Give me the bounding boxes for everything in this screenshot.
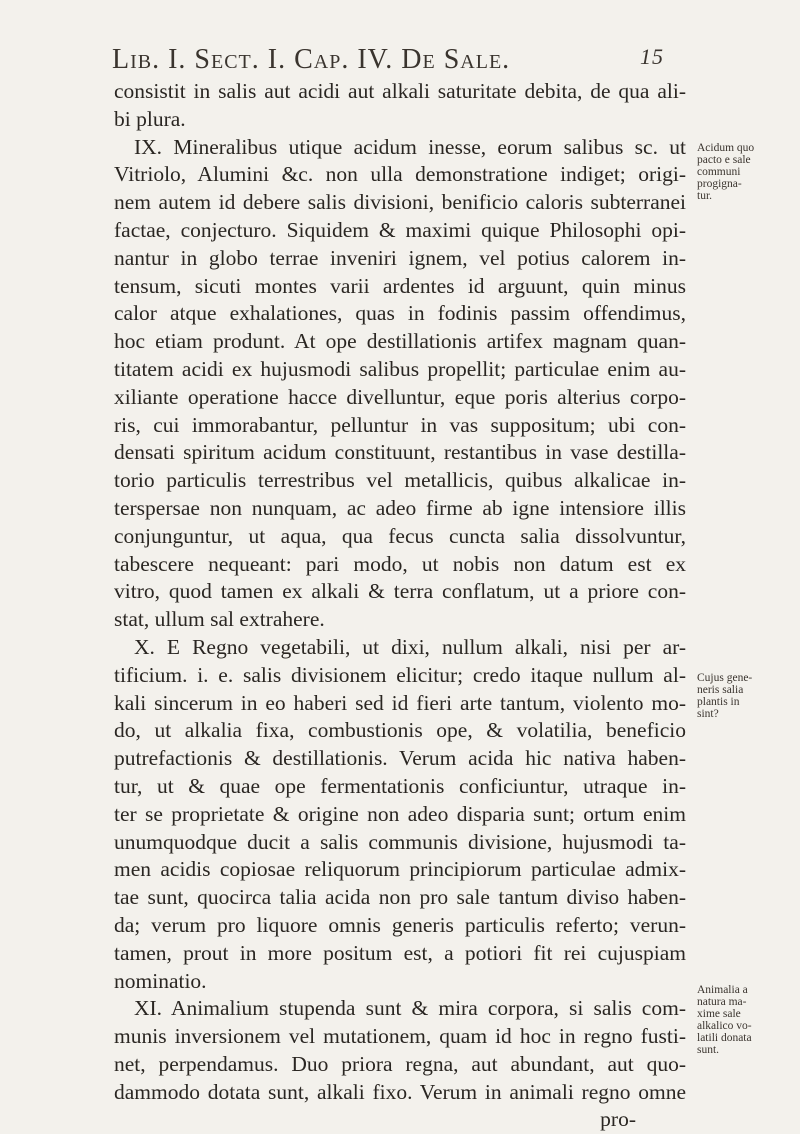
text-line: Vitriolo, Alumini &c. non ulla demonstratione indiget; origi- — [114, 162, 686, 187]
text-line: factae, conjecturo. Siquidem & maximi quique Philosophi opi- — [114, 217, 686, 242]
text-line: men acidis copiosae reliquorum principiorum particulae admix- — [114, 857, 686, 882]
text-line: tabescere nequeant: pari modo, ut nobis non datum est ex — [114, 551, 686, 576]
text-line: xiliante operatione hacce divelluntur, eque poris alterius corpo- — [114, 384, 686, 409]
text-line: kali sincerum in eo haberi sed id fieri arte tantum, violento mo- — [114, 690, 686, 715]
paragraph-ix-start: IX. Mineralibus utique acidum inesse, eorum salibus sc. ut — [134, 134, 686, 159]
text-line: torio particulis terrestribus vel metallicis, quibus alkalicae in- — [114, 468, 686, 493]
text-line: ris, cui immorabantur, pelluntur in vas suppositum; ubi con- — [114, 412, 686, 437]
text-line: tificium. i. e. salis divisionem elicitur; credo itaque nullum al- — [114, 662, 686, 687]
text-line: nominatio. — [114, 968, 207, 993]
margin-note-line: tur. — [697, 190, 713, 202]
text-line: tae sunt, quocirca talia acida non pro sale tantum diviso haben- — [114, 885, 686, 910]
margin-note-line: Animalia a — [697, 984, 748, 996]
text-line: stat, ullum sal extrahere. — [114, 607, 325, 632]
margin-note-line: latili donata — [697, 1032, 752, 1044]
paragraph-x-start: X. E Regno vegetabili, ut dixi, nullum alkali, nisi per ar- — [134, 634, 686, 659]
text-line: calor atque exhalationes, quas in fodinis passim offendimus, — [114, 301, 686, 326]
text-line: da; verum pro liquore omnis generis particulis referto; verun- — [114, 912, 686, 937]
margin-note-line: natura ma- — [697, 996, 747, 1008]
text-line: net, perpendamus. Duo priora regna, aut abundant, aut quo- — [114, 1051, 686, 1076]
margin-note-line: plantis in — [697, 696, 740, 708]
catchword: pro- — [600, 1107, 636, 1132]
margin-note-line: Acidum quo — [697, 142, 755, 154]
margin-note-line: communi — [697, 166, 741, 178]
margin-note-line: Cujus gene- — [697, 672, 753, 684]
margin-note-line: alkalico vo- — [697, 1020, 752, 1032]
margin-note-line: sint? — [697, 708, 719, 720]
text-line: do, ut alkalia fixa, combustionis ope, & volatilia, beneficio — [114, 718, 686, 743]
margin-note-line: neris salia — [697, 684, 744, 696]
text-line: terspersae non nunquam, ac adeo firme ab igne intensiore illis — [114, 495, 686, 520]
body-text — [114, 78, 686, 1134]
text-line: tamen, prout in more positum est, a potiori fit rei cujuspiam — [114, 940, 686, 965]
margin-note-line: xime sale — [697, 1008, 741, 1020]
text-line: consistit in salis aut acidi aut alkali saturitate debita, de qua ali- — [114, 79, 686, 103]
text-line: nem autem id debere salis divisioni, benificio caloris subterranei — [114, 190, 686, 215]
text-line: unumquodque ducit a salis communis divisione, hujusmodi ta- — [114, 829, 686, 854]
margin-note-line: sunt. — [697, 1044, 720, 1056]
margin-note-acidum — [697, 142, 789, 202]
running-title: Lib. I. Sect. I. Cap. IV. De Sale. — [112, 44, 511, 75]
text-line: dammodo dotata sunt, alkali fixo. Verum in animali regno omne — [114, 1079, 686, 1104]
text-line: conjunguntur, ut aqua, qua fecus cuncta salia dissolvuntur, — [114, 523, 686, 548]
text-line: bi plura. — [114, 106, 186, 131]
text-line: tur, ut & quae ope fermentationis conficiuntur, utraque in- — [114, 773, 686, 798]
margin-note-cujus — [697, 672, 789, 720]
text-line: munis inversionem vel mutationem, quam id hoc in regno fusti- — [114, 1024, 686, 1049]
text-line: tensum, sicuti montes varii ardentes id arguunt, quin minus — [114, 273, 686, 298]
text-line: densati spiritum acidum constituunt, restantibus in vase destilla- — [114, 440, 686, 465]
text-line: nantur in globo terrae inveniri ignem, vel potius calorem in- — [114, 245, 686, 270]
text-line: vitro, quod tamen ex alkali & terra conflatum, ut a priore con- — [114, 579, 686, 604]
text-line: ter se proprietate & origine non adeo disparia sunt; ortum enim — [114, 801, 686, 826]
text-line: putrefactionis & destillationis. Verum acida hic nativa haben- — [114, 746, 686, 771]
paragraph-xi-start: XI. Animalium stupenda sunt & mira corpora, si salis com- — [134, 996, 686, 1021]
page-number: 15 — [640, 44, 664, 69]
margin-note-line: progigna- — [697, 178, 742, 190]
text-line: titatem acidi ex hujusmodi salibus propellit; particulae enim au- — [114, 356, 686, 381]
margin-note-line: pacto e sale — [697, 154, 751, 166]
text-line: hoc etiam produnt. At ope destillationis artifex magnam quan- — [114, 329, 686, 354]
margin-note-animalia — [697, 984, 789, 1056]
